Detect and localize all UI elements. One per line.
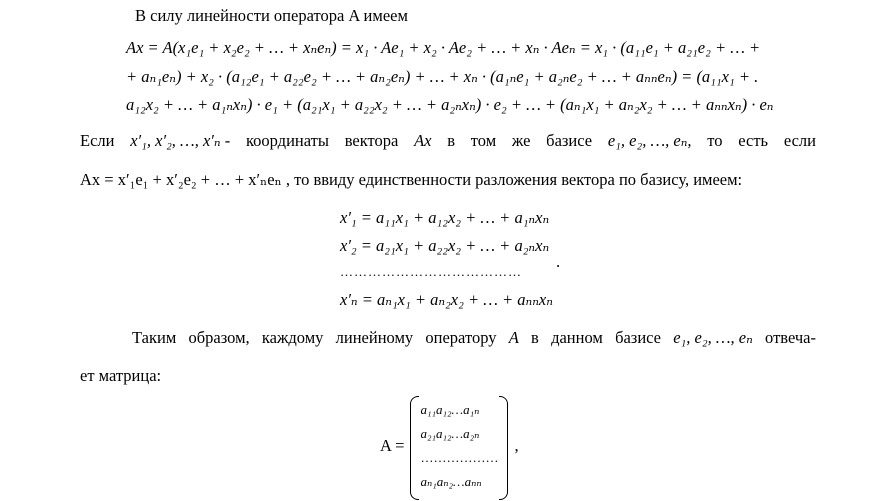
word: вектора bbox=[344, 131, 399, 150]
matrix-row: a₁₁a₁₂…a₁ₙ bbox=[420, 402, 480, 417]
word: базисе bbox=[546, 131, 593, 150]
matrix bbox=[410, 398, 508, 494]
word: оператору bbox=[425, 328, 497, 347]
paragraph-3-line-1 bbox=[132, 328, 816, 348]
word: Если bbox=[80, 131, 115, 150]
word: линейному bbox=[335, 328, 414, 347]
word: Таким bbox=[132, 328, 177, 347]
word: в bbox=[447, 131, 456, 150]
word: каждому bbox=[261, 328, 324, 347]
intro-text: В силу линейности оператора A имеем bbox=[135, 6, 408, 25]
word: e₁, e₂, …, eₙ, bbox=[607, 131, 692, 150]
word: том bbox=[470, 131, 497, 150]
word: A bbox=[508, 328, 519, 347]
equation-line-2: + aₙ₁eₙ) + x₂ · (a₁₂e₁ + a₂₂e₂ + … + aₙ₂eₙ) + … + xₙ · (a₁ₙe₁ + a₂ₙe₂ + … + aₙₙeₙ) = (a₁₁x₁ + . bbox=[126, 67, 759, 86]
matrix-block bbox=[380, 398, 519, 494]
word: в bbox=[531, 328, 539, 347]
matrix-row: a₂₁a₁₂…a₂ₙ bbox=[420, 426, 480, 441]
paragraph-2-line-1 bbox=[80, 131, 816, 151]
system-row-2: x′₂ = a₂₁x₁ + a₂₂x₂ + … + a₂ₙxₙ bbox=[340, 236, 550, 255]
word: если bbox=[783, 131, 816, 150]
matrix-label: A = bbox=[380, 436, 405, 455]
matrix-row: aₙ₁aₙ₂…aₙₙ bbox=[420, 474, 482, 489]
word: образом, bbox=[188, 328, 250, 347]
word: базисе bbox=[615, 328, 661, 347]
word: отвеча- bbox=[765, 328, 816, 347]
word: то bbox=[707, 131, 723, 150]
paragraph-2-line-2: Ax = x′₁e₁ + x′₂e₂ + … + x′ₙeₙ , то ввиду единственности разложения вектора по базису, имеем: bbox=[80, 170, 743, 189]
word: координаты bbox=[245, 131, 329, 150]
paragraph-3-line-2: ет матрица: bbox=[80, 366, 162, 385]
matrix-trailing-comma: , bbox=[514, 436, 519, 455]
word: e₁, e₂, …, eₙ bbox=[673, 328, 753, 347]
word: Ax bbox=[414, 131, 432, 150]
word: же bbox=[511, 131, 531, 150]
system-row-1: x′₁ = a₁₁x₁ + a₁₂x₂ + … + a₁ₙxₙ bbox=[340, 208, 550, 227]
matrix-row: ……………… bbox=[420, 450, 499, 465]
word: есть bbox=[738, 131, 769, 150]
equation-line-3: a₁₂x₂ + … + a₁ₙxₙ) · e₁ + (a₂₁x₁ + a₂₂x₂ + … + a₂ₙxₙ) · e₂ + … + (aₙ₁x₁ + aₙ₂x₂ + … + aₙₙxₙ) · eₙ bbox=[126, 95, 774, 114]
equation-line-1: Ax = A(x₁e₁ + x₂e₂ + … + xₙeₙ) = x₁ · Ae₁ + x₂ · Ae₂ + … + xₙ · Aeₙ = x₁ · (a₁₁e₁ + a₂₁e₂ + … + bbox=[126, 38, 761, 57]
system-dots-row: ………………………………… bbox=[340, 264, 522, 279]
word: данном bbox=[551, 328, 603, 347]
system-row-4: x′ₙ = aₙ₁x₁ + aₙ₂x₂ + … + aₙₙxₙ bbox=[340, 290, 553, 309]
word: x′₁, x′₂, …, x′ₙ - bbox=[130, 131, 231, 150]
system-trailing-dot: . bbox=[556, 252, 561, 271]
